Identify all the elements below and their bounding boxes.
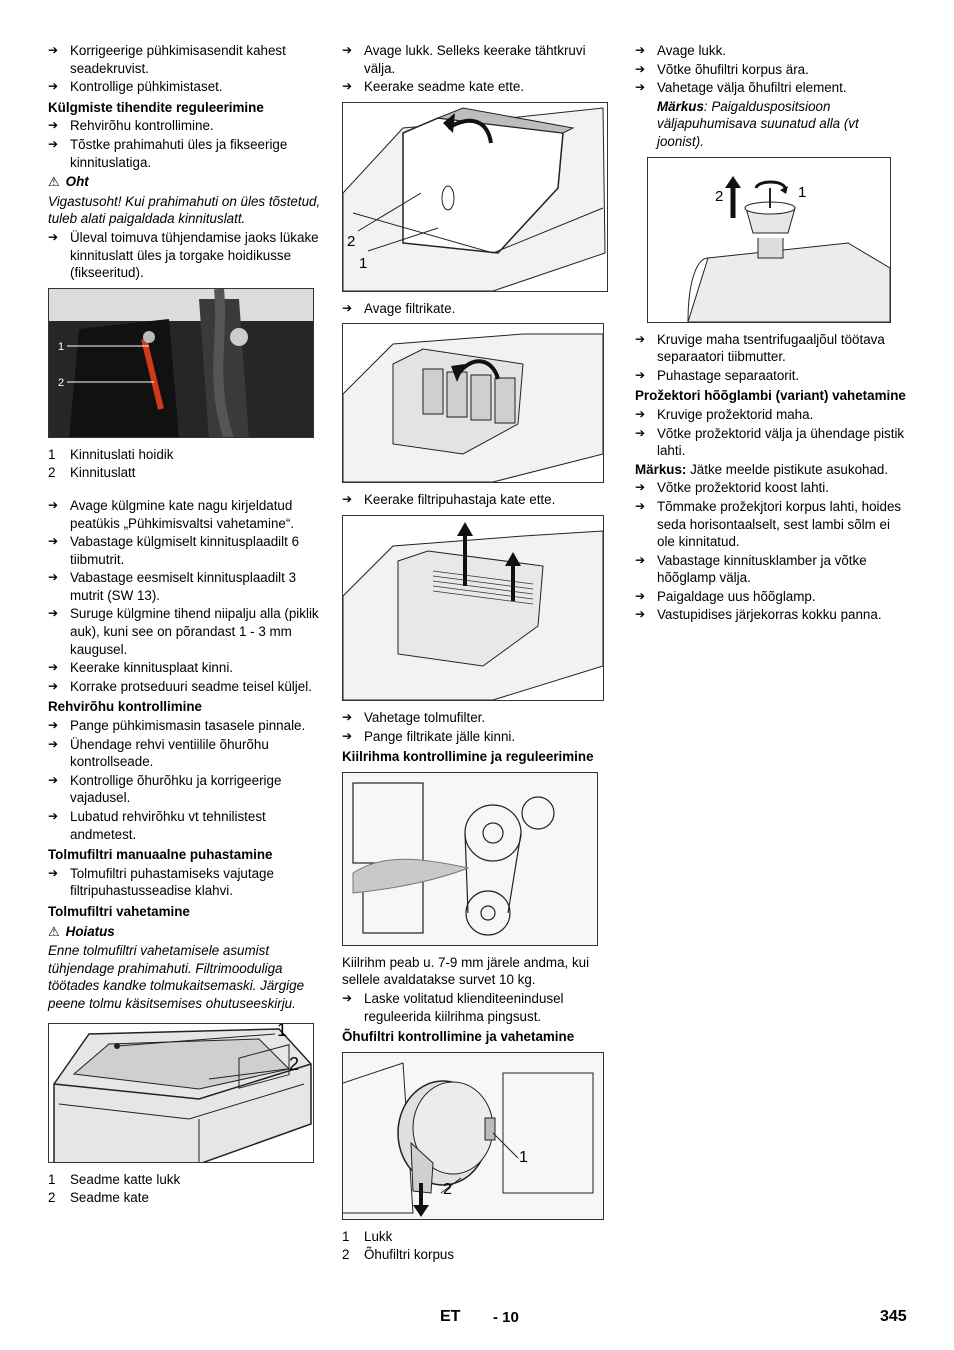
callout-2: 2: [289, 1053, 300, 1074]
figure-air-filter: [342, 1052, 604, 1220]
figure-filter-remove: [342, 515, 604, 701]
step: ➔ Pange filtrikate jälle kinni.: [342, 728, 614, 746]
step: ➔ Võtke prožektorid koost lahti.: [635, 479, 907, 497]
figure-open-hood: [342, 102, 608, 292]
section-heading: Tolmufiltri manuaalne puhastamine: [48, 847, 273, 863]
callout-2: 2: [443, 1180, 452, 1198]
callout-2: 2: [715, 187, 724, 205]
legend-item: 2 Kinnituslatt: [48, 465, 136, 481]
air-filter-drawing: [343, 1053, 604, 1220]
step: ➔ Kontrollige pühkimistaset.: [48, 78, 322, 96]
legend-item: 1 Lukk: [342, 1228, 393, 1244]
warning-label: Hoiatus: [65, 923, 115, 939]
warning-triangle-icon: ⚠: [48, 924, 60, 940]
separator-drawing: [648, 158, 891, 323]
legend-item: 2 Seadme kate: [48, 1190, 149, 1206]
support-bar-photo: [49, 289, 314, 438]
warning-heading: [48, 923, 322, 942]
open-hood-drawing: [343, 103, 608, 292]
filter-remove-drawing: [343, 516, 604, 701]
figure-filter-cover: [342, 323, 604, 483]
step: ➔ Keerake kinnitusplaat kinni.: [48, 659, 322, 677]
step: ➔ Tõstke prahimahuti üles ja fikseerige kinnituslatiga.: [48, 136, 322, 171]
section-heading: Õhufiltri kontrollimine ja vahetamine: [342, 1029, 575, 1045]
danger-heading: [48, 173, 322, 192]
step: ➔ Ühendage rehvi ventiilile õhurõhu kontrollseade.: [48, 736, 322, 771]
step: ➔ Paigaldage uus hõõglamp.: [635, 588, 907, 606]
footer-page-number: 345: [880, 1308, 907, 1325]
figure-v-belt: [342, 772, 598, 946]
legend-item: 1 Kinnituslati hoidik: [48, 446, 174, 462]
note: Märkus: Jätke meelde pistikute asukohad.: [635, 461, 889, 477]
step: ➔ Vahetage välja õhufiltri element.: [635, 79, 907, 97]
callout-2: 2: [58, 376, 65, 389]
step: ➔ Kruvige maha tsentrifugaaljõul töötava separaatori tiibmutter.: [635, 331, 907, 366]
section-heading: Prožektori hõõglambi (variant) vahetamine: [635, 388, 906, 404]
section-heading: Tolmufiltri vahetamine: [48, 903, 190, 919]
callout-1: 1: [277, 1022, 288, 1040]
callout-1: 1: [359, 254, 368, 272]
step: ➔ Puhastage separaatorit.: [635, 367, 907, 385]
column-right: [635, 42, 907, 625]
figure-support-bar: [48, 288, 314, 438]
paragraph: Kiilrihm peab u. 7-9 mm järele andma, kui sellele avaldatakse survet 10 kg.: [342, 954, 590, 988]
step: ➔ Üleval toimuva tühjendamise jaoks lükake kinnituslatt üles ja torgake hoidikusse (fikseeritud).: [48, 229, 322, 282]
figure-separator: [647, 157, 891, 323]
step: ➔ Võtke õhufiltri korpus ära.: [635, 61, 907, 79]
step: ➔ Tolmufiltri puhastamiseks vajutage filtripuhastusseadise klahvi.: [48, 865, 322, 900]
v-belt-drawing: [343, 773, 598, 946]
warning-text: Enne tolmufiltri vahetamisele asumist tühjendage prahimahuti. Filtrimooduliga töötades kandke tolmukaitsemaski. Järgige peene tolmu käsitsemises ohutuseeskirju.: [48, 943, 305, 1011]
callout-2: 2: [347, 232, 356, 250]
section-heading: Kiilrihma kontrollimine ja reguleerimine: [342, 749, 594, 765]
legend-item: 2 Õhufiltri korpus: [342, 1247, 455, 1263]
step: ➔ Võtke prožektorid välja ja ühendage pistik lahti.: [635, 425, 907, 460]
step: ➔ Laske volitatud klienditeenindusel reguleerida kiilrihma pingsust.: [342, 990, 614, 1025]
figure-hood: [48, 1023, 314, 1163]
step: ➔ Lubatud rehvirõhku vt tehnilistest andmetest.: [48, 808, 322, 843]
step: ➔ Pange pühkimismasin tasasele pinnale.: [48, 717, 322, 735]
step: ➔ Kruvige prožektorid maha.: [635, 406, 907, 424]
step: ➔ Keerake seadme kate ette.: [342, 78, 614, 96]
warning-triangle-icon: ⚠: [48, 175, 60, 191]
step: ➔ Rehvirõhu kontrollimine.: [48, 117, 322, 135]
filter-cover-drawing: [343, 324, 604, 483]
step: ➔ Avage külgmine kate nagu kirjeldatud peatükis „Pühkimisvaltsi vahetamine“.: [48, 497, 322, 532]
step: ➔ Korrigeerige pühkimisasendit kahest seadekruvist.: [48, 42, 322, 77]
callout-1: 1: [519, 1148, 528, 1166]
column-left: [48, 42, 322, 1208]
step: ➔ Kontrollige õhurõhku ja korrigeerige vajadusel.: [48, 772, 322, 807]
column-middle: [342, 42, 614, 1265]
note: Märkus: Paigalduspositsioon väljapuhumisava suunatud alla (vt joonist).: [657, 98, 859, 149]
danger-text: Vigastusoht! Kui prahimahuti on üles tõstetud, tuleb alati paigaldada kinnituslatt.: [48, 193, 321, 227]
step: ➔ Suruge külgmine tihend niipalju alla (piklik auk), kuni see on põrandast 1 - 3 mm kaugusel.: [48, 605, 322, 658]
legend-item: 1 Seadme katte lukk: [48, 1171, 181, 1187]
callout-1: 1: [798, 183, 807, 201]
step: ➔ Vabastage kinnitusklamber ja võtke hõõglamp välja.: [635, 552, 907, 587]
step: ➔ Avage lukk. Selleks keerake tähtkruvi välja.: [342, 42, 614, 77]
danger-label: Oht: [65, 174, 89, 190]
step: ➔ Korrake protseduuri seadme teisel küljel.: [48, 678, 322, 696]
step: ➔ Keerake filtripuhastaja kate ette.: [342, 491, 614, 509]
footer-language: ET: [440, 1308, 461, 1325]
step: ➔ Vahetage tolmufilter.: [342, 709, 614, 727]
step: ➔ Vabastage külgmiselt kinnitusplaadilt 6 tiibmutrit.: [48, 533, 322, 568]
step: ➔ Avage filtrikate.: [342, 300, 614, 318]
hood-drawing: [49, 1024, 314, 1163]
step: ➔ Vabastage eesmiselt kinnitusplaadilt 3 mutrit (SW 13).: [48, 569, 322, 604]
section-heading: Külgmiste tihendite reguleerimine: [48, 99, 264, 115]
callout-1: 1: [58, 340, 65, 353]
step: ➔ Tõmmake prožekjtori korpus lahti, hoides seda horisontaalselt, sest lambi sõlm ei ole kinnitatud.: [635, 498, 907, 551]
section-heading: Rehvirõhu kontrollimine: [48, 699, 203, 715]
step: ➔ Avage lukk.: [635, 42, 907, 60]
step: ➔ Vastupidises järjekorras kokku panna.: [635, 606, 907, 624]
footer-section-page: - 10: [493, 1309, 519, 1326]
